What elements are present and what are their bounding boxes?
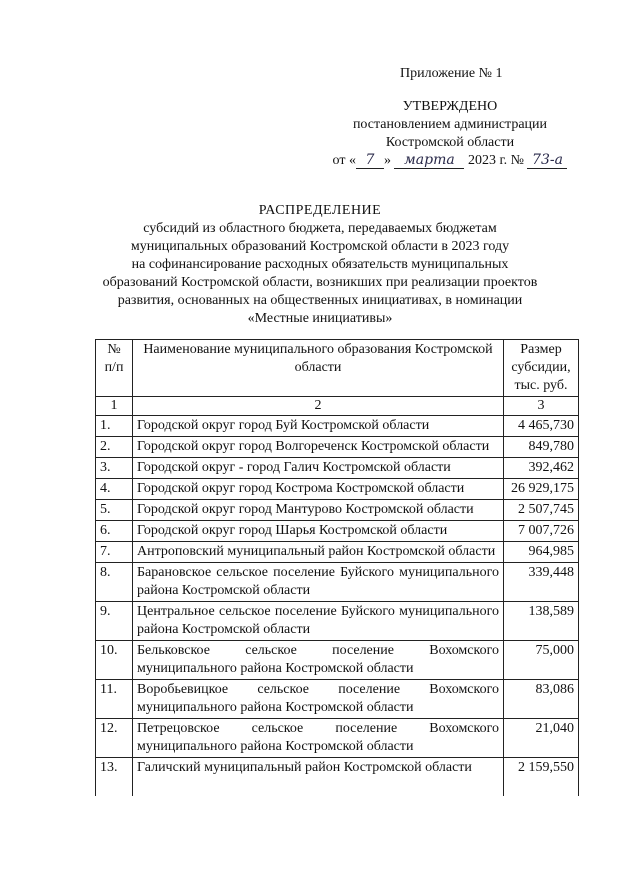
municipality-name: Городской округ город Шарья Костромской области [133,521,504,542]
approved-by-line: постановлением администрации [352,117,548,132]
date-prefix: от « [332,153,356,168]
table-row [96,437,579,458]
table-row [96,458,579,479]
column-index: 1 [96,397,133,416]
approved-region-line: Костромской области [385,135,515,150]
table-row [96,758,579,797]
subsidy-amount: 75,000 [504,641,579,680]
handwritten-month: марта [394,152,464,169]
municipality-name: Городской округ - город Галич Костромской области [133,458,504,479]
row-number: 7. [96,542,133,563]
subsidy-amount: 339,448 [504,563,579,602]
column-index-row [96,397,579,416]
heading-line: развития, основанных на общественных инициативах, в номинации [117,293,523,308]
row-number: 2. [96,437,133,458]
table-row [96,602,579,641]
column-index: 2 [133,397,504,416]
row-number: 10. [96,641,133,680]
table-header-row [96,340,579,397]
row-number: 1. [96,416,133,437]
subsidy-amount: 7 007,726 [504,521,579,542]
approval-stamp [330,98,570,170]
row-number: 12. [96,719,133,758]
municipality-name: Городской округ город Мантурово Костромской области [133,500,504,521]
municipality-name: Антроповский муниципальный район Костромской области [133,542,504,563]
distribution-table [95,339,579,796]
subsidy-amount: 138,589 [504,602,579,641]
heading-line: на софинансирование расходных обязательств муниципальных [131,257,509,272]
subsidy-amount: 392,462 [504,458,579,479]
municipality-name: Центральное сельское поселение Буйского муниципального района Костромской области [133,602,504,641]
table-row [96,641,579,680]
municipality-name: Городской округ город Волгореченск Костромской области [133,437,504,458]
row-number: 4. [96,479,133,500]
row-number: 8. [96,563,133,602]
subsidy-amount: 83,086 [504,680,579,719]
municipality-name: Петрецовское сельское поселение Вохомского муниципального района Костромской области [133,719,504,758]
subsidy-amount: 849,780 [504,437,579,458]
header-number: № п/п [96,340,133,397]
row-number: 6. [96,521,133,542]
subsidy-amount: 2 507,745 [504,500,579,521]
row-number: 11. [96,680,133,719]
table-row [96,680,579,719]
table-row [96,521,579,542]
date-mid: » [383,153,391,168]
heading-title: РАСПРЕДЕЛЕНИЕ [258,203,382,218]
approval-date-line [330,152,570,170]
heading-line: образований Костромской области, возникших при реализации проектов [102,275,538,290]
heading-line: субсидий из областного бюджета, передаваемых бюджетам [143,221,497,236]
municipality-name: Воробьевицкое сельское поселение Вохомского муниципального района Костромской области [133,680,504,719]
municipality-name: Барановское сельское поселение Буйского муниципального района Костромской области [133,563,504,602]
municipality-name: Городской округ город Кострома Костромской области [133,479,504,500]
approved-title: УТВЕРЖДЕНО [402,99,498,114]
table-row [96,563,579,602]
subsidy-amount: 2 159,550 [504,758,579,797]
handwritten-decree-number: 73-а [527,152,567,169]
municipality-name: Бельковское сельское поселение Вохомского муниципального района Костромской области [133,641,504,680]
appendix-label: Приложение № 1 [400,66,503,81]
table-row [96,479,579,500]
municipality-name: Городской округ город Буй Костромской области [133,416,504,437]
subsidy-amount: 26 929,175 [504,479,579,500]
subsidy-amount: 21,040 [504,719,579,758]
row-number: 5. [96,500,133,521]
subsidy-amount: 964,985 [504,542,579,563]
row-number: 13. [96,758,133,797]
row-number: 3. [96,458,133,479]
handwritten-day: 7 [356,152,384,169]
row-number: 9. [96,602,133,641]
table-row [96,719,579,758]
table-row [96,500,579,521]
document-heading [90,202,550,328]
table-row [96,416,579,437]
column-index: 3 [504,397,579,416]
header-municipality: Наименование муниципального образования Костромской области [133,340,504,397]
table-row [96,542,579,563]
header-subsidy-amount: Размер субсидии, тыс. руб. [504,340,579,397]
municipality-name: Галичский муниципальный район Костромской области [133,758,504,797]
subsidy-amount: 4 465,730 [504,416,579,437]
heading-line: «Местные инициативы» [247,311,393,326]
date-year: 2023 г. № [467,153,524,168]
heading-line: муниципальных образований Костромской области в 2023 году [130,239,510,254]
